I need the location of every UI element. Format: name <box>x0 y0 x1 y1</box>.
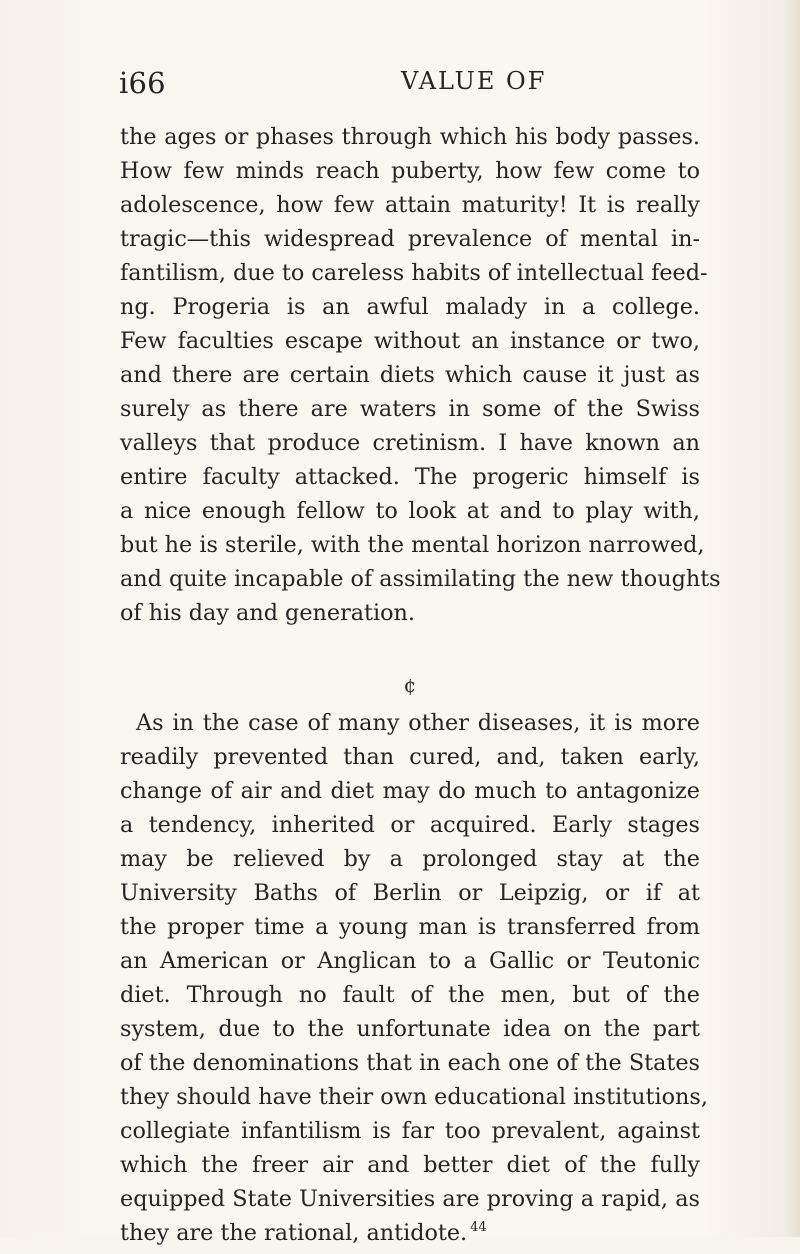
text-line: tragic—this widespread prevalence of mental in- <box>120 226 700 252</box>
text-line: of his day and generation. <box>120 600 415 626</box>
text-line: change of air and diet may do much to antagonize <box>120 778 700 804</box>
running-title: VALUE OF <box>401 67 547 95</box>
text-line: they should have their own educational institutions, <box>120 1084 708 1110</box>
text-line: diet. Through no fault of the men, but of the <box>120 982 700 1008</box>
text-line: surely as there are waters in some of the Swiss <box>120 396 700 422</box>
text-line: equipped State Universities are proving a rapid, as <box>120 1186 700 1212</box>
text-line: system, due to the unfortunate idea on the part <box>120 1016 700 1042</box>
body-text <box>120 120 721 1246</box>
text-line: which the freer air and better diet of the fully <box>120 1152 700 1178</box>
text-line: of the denominations that in each one of the States <box>120 1050 700 1076</box>
closing-sentence: they are the rational, antidote. <box>120 1220 468 1246</box>
text-line: a tendency, inherited or acquired. Early stages <box>120 812 700 838</box>
text-line: adolescence, how few attain maturity! It is really <box>120 192 700 218</box>
text-line: readily prevented than cured, and, taken early, <box>120 744 700 770</box>
text-line: valleys that produce cretinism. I have known an <box>120 430 700 456</box>
text-line: but he is sterile, with the mental horizon narrowed, <box>120 532 705 558</box>
section-ornament: ¢ <box>403 673 417 697</box>
text-line: entire faculty attacked. The progeric himself is <box>120 464 700 490</box>
text-line: and quite incapable of assimilating the new thoughts <box>120 566 721 592</box>
text-line: How few minds reach puberty, how few come to <box>120 158 700 184</box>
text-line: University Baths of Berlin or Leipzig, or if at <box>120 880 700 906</box>
text-line: collegiate infantilism is far too prevalent, against <box>120 1118 700 1144</box>
running-head <box>119 66 679 102</box>
last-text-line <box>120 1216 700 1250</box>
text-line: the proper time a young man is transferred from <box>120 914 700 940</box>
text-line: may be relieved by a prolonged stay at the <box>120 846 700 872</box>
page-edge-shadow <box>784 0 800 1237</box>
text-line: ng. Progeria is an awful malady in a college. <box>120 294 700 320</box>
text-line: fantilism, due to careless habits of intellectual feed- <box>120 260 708 286</box>
footnote-reference[interactable]: 44 <box>470 1220 487 1235</box>
text-line: an American or Anglican to a Gallic or Teutonic <box>120 948 700 974</box>
text-line: and there are certain diets which cause it just as <box>120 362 700 388</box>
text-line: Few faculties escape without an instance or two, <box>120 328 700 354</box>
text-line: As in the case of many other diseases, it is more <box>136 710 700 736</box>
text-line: the ages or phases through which his body passes. <box>120 124 700 150</box>
text-line: a nice enough fellow to look at and to play with, <box>120 498 700 524</box>
page-number: i66 <box>119 66 166 100</box>
